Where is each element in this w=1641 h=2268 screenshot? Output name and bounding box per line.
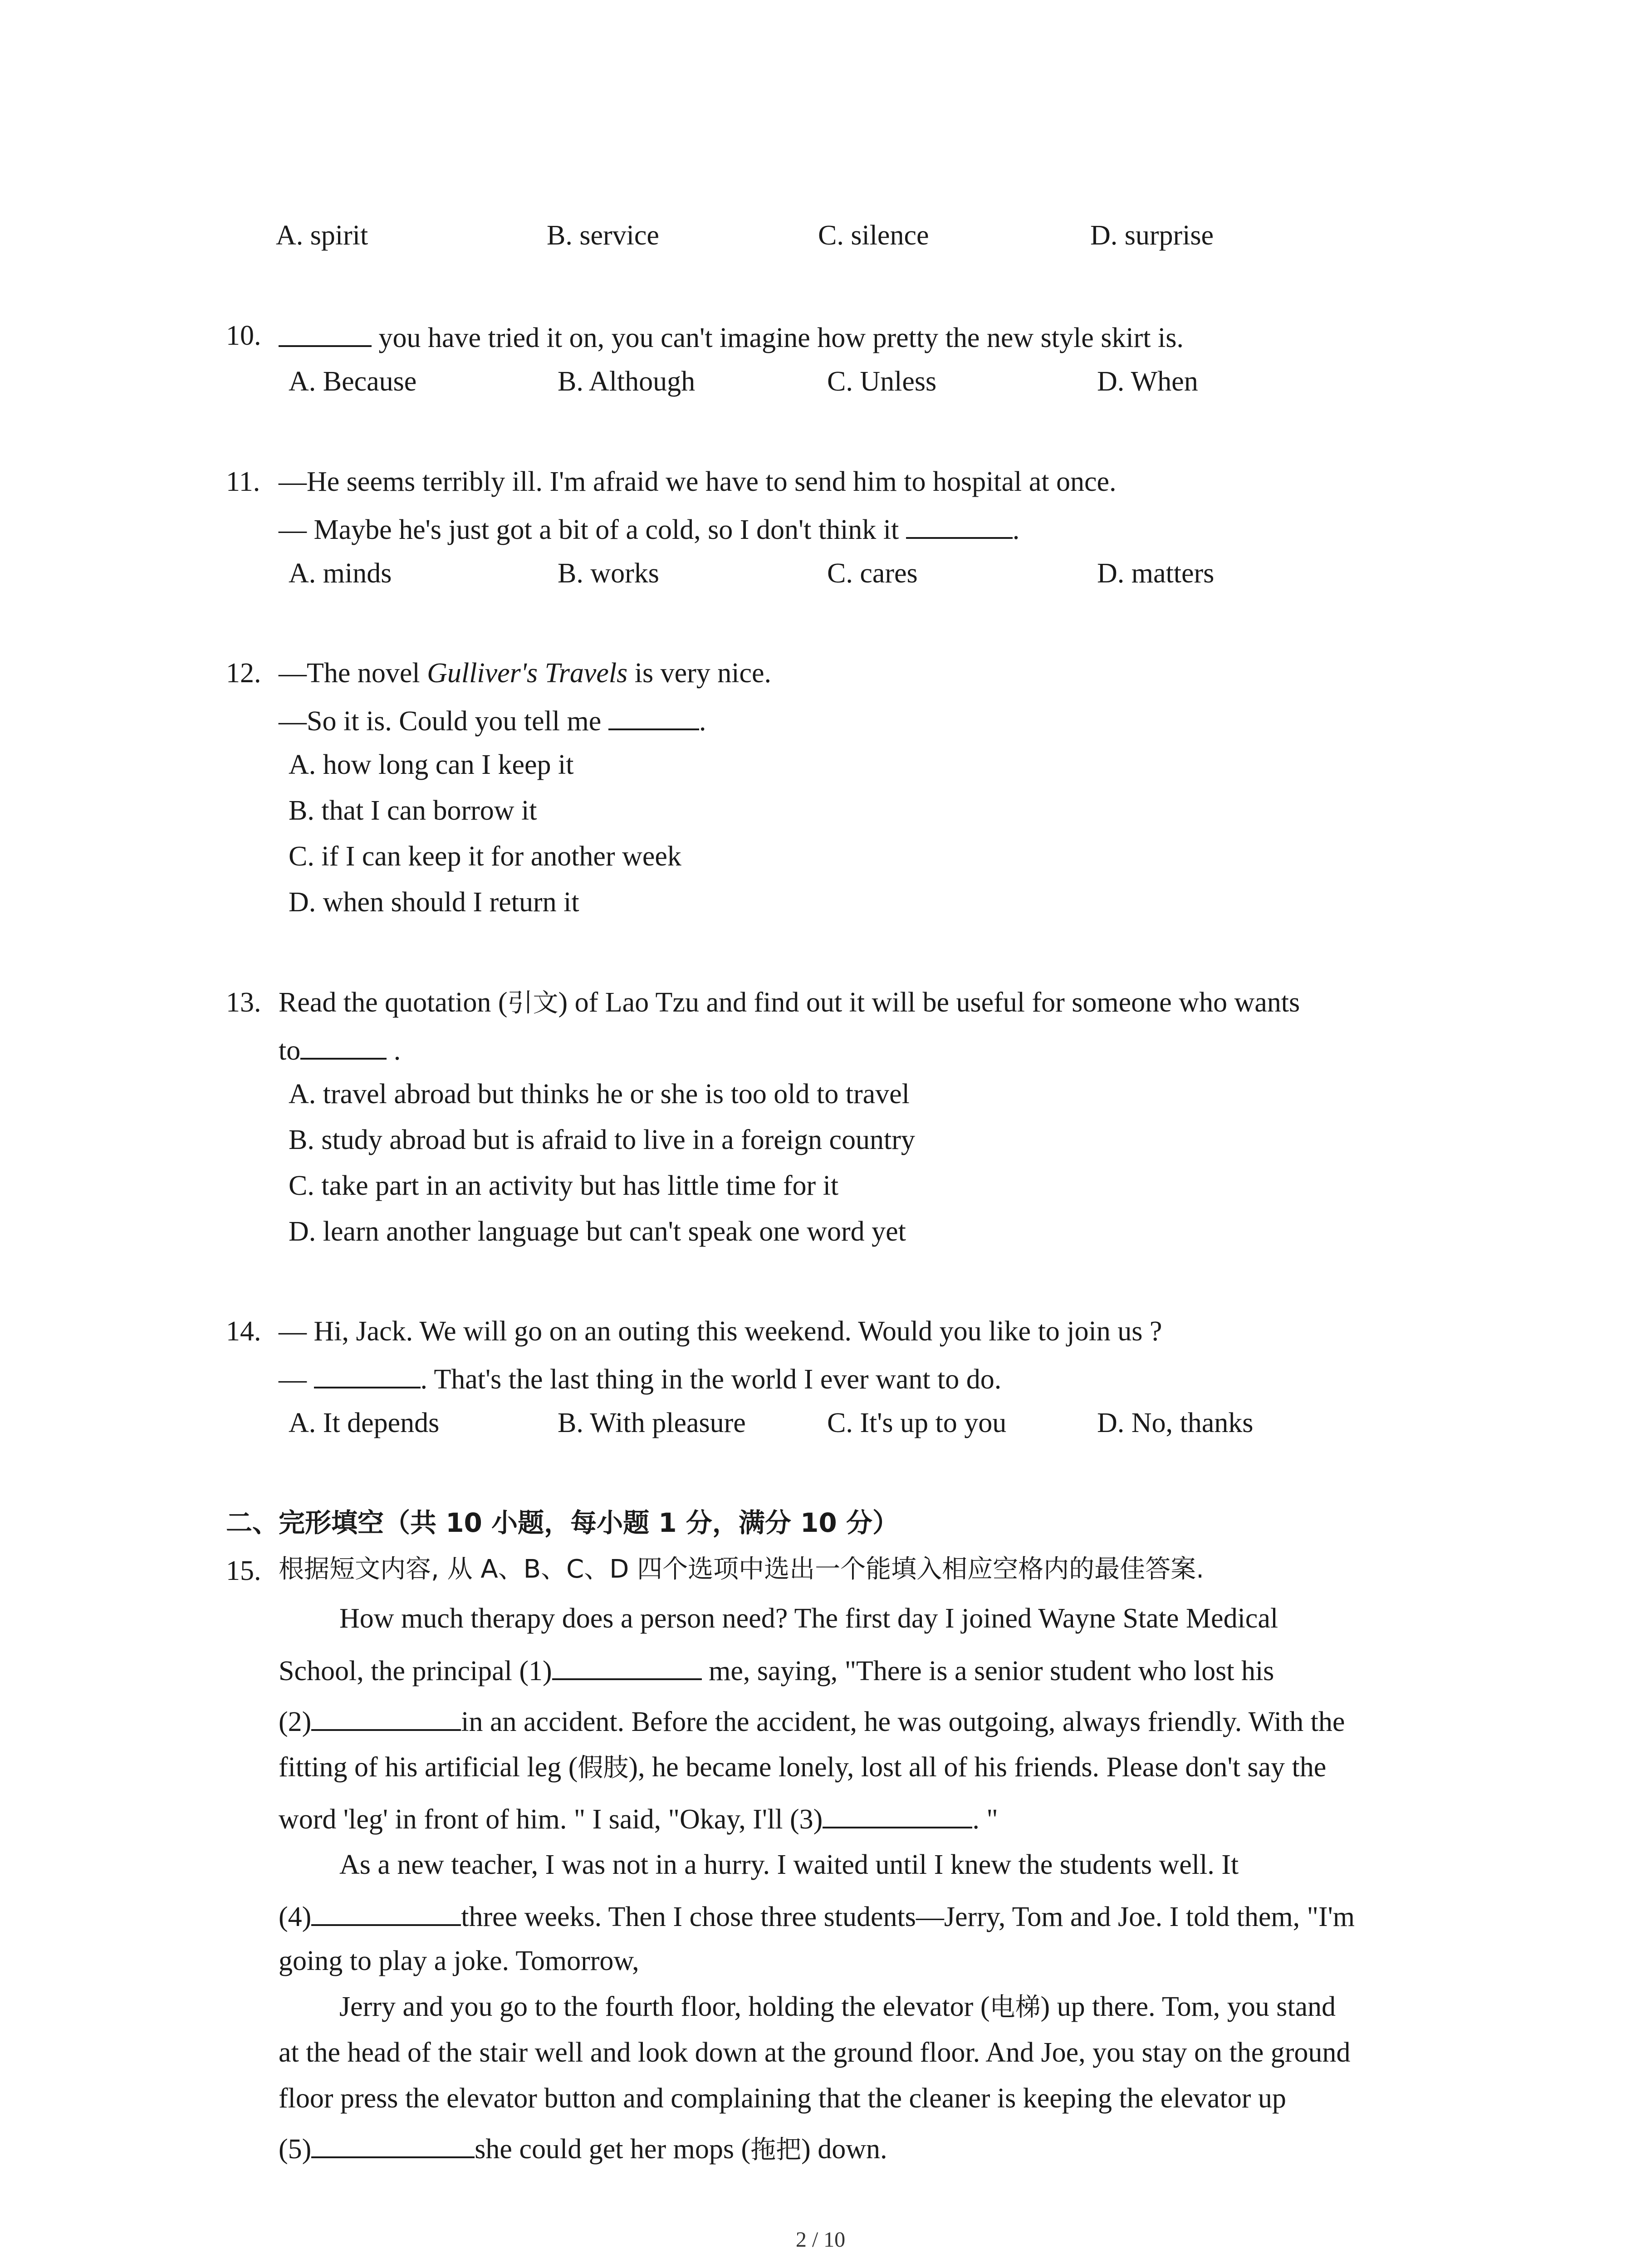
page-number: 2 / 10	[795, 2228, 846, 2252]
passage-line: (2) in an accident. Before the accident, he was outgoing, always friendly. With the	[279, 1706, 1345, 1737]
q12-option-d[interactable]: D. when should I return it	[289, 887, 579, 918]
q13-option-a[interactable]: A. travel abroad but thinks he or she is too old to travel	[289, 1079, 910, 1110]
q13-option-c[interactable]: C. take part in an activity but has little time for it	[289, 1170, 839, 1201]
q15-instruction: 根据短文内容, 从 A、B、C、D 四个选项中选出一个能填入相应空格内的最佳答案.	[279, 1554, 1204, 1584]
passage-line: (5) she could get her mops (拖把) down.	[279, 2134, 887, 2165]
q9-option-a[interactable]: A. spirit	[276, 220, 368, 251]
q9-option-d[interactable]: D. surprise	[1090, 220, 1214, 251]
q13-option-b[interactable]: B. study abroad but is afraid to live in a foreign country	[289, 1124, 915, 1155]
q9-option-c[interactable]: C. silence	[818, 220, 929, 251]
q13-number: 13.	[226, 987, 261, 1018]
q14-option-a[interactable]: A. It depends	[289, 1408, 440, 1438]
passage-line: (4) three weeks. Then I chose three students—Jerry, Tom and Joe. I told them, "I'm	[279, 1901, 1355, 1932]
q14-option-b[interactable]: B. With pleasure	[558, 1408, 746, 1438]
q12-option-b[interactable]: B. that I can borrow it	[289, 795, 537, 826]
passage-line: at the head of the stair well and look down at the ground floor. And Joe, you stay on the ground	[279, 2037, 1351, 2068]
q10-option-b[interactable]: B. Although	[558, 366, 696, 397]
q13-line1: Read the quotation (引文) of Lao Tzu and find out it will be useful for someone who wants	[279, 987, 1300, 1018]
q14-option-c[interactable]: C. It's up to you	[827, 1408, 1007, 1438]
q12-number: 12.	[226, 658, 261, 689]
q11-option-c[interactable]: C. cares	[827, 558, 918, 589]
q11-option-d[interactable]: D. matters	[1097, 558, 1215, 589]
q14-option-d[interactable]: D. No, thanks	[1097, 1408, 1254, 1438]
passage-line: How much therapy does a person need? The first day I joined Wayne State Medical	[339, 1603, 1279, 1634]
passage-line: Jerry and you go to the fourth floor, holding the elevator (电梯) up there. Tom, you stand	[339, 1991, 1336, 2022]
q11-option-b[interactable]: B. works	[558, 558, 659, 589]
cloze-blank-3[interactable]	[823, 1803, 972, 1828]
q12-option-c[interactable]: C. if I can keep it for another week	[289, 841, 681, 872]
q14-line2: — . That's the last thing in the world I ever want to do.	[279, 1364, 1002, 1395]
cloze-blank-1[interactable]	[552, 1655, 702, 1680]
q10-blank[interactable]	[279, 322, 372, 347]
q10-stem: you have tried it on, you can't imagine how pretty the new style skirt is.	[279, 322, 1184, 352]
q14-number: 14.	[226, 1316, 261, 1347]
q15-number: 15.	[226, 1555, 261, 1586]
q11-line1: —He seems terribly ill. I'm afraid we have to send him to hospital at once.	[279, 466, 1117, 497]
passage-line: fitting of his artificial leg (假肢), he became lonely, lost all of his friends. Please don't say the	[279, 1752, 1327, 1783]
cloze-blank-4[interactable]	[311, 1901, 461, 1926]
passage-line: word 'leg' in front of him. " I said, "Okay, I'll (3) . "	[279, 1804, 998, 1835]
cloze-blank-5[interactable]	[311, 2133, 475, 2158]
q10-option-c[interactable]: C. Unless	[827, 366, 937, 397]
passage-line: going to play a joke. Tomorrow,	[279, 1945, 639, 1976]
q11-line2: — Maybe he's just got a bit of a cold, so I don't think it .	[279, 514, 1020, 545]
q10-number: 10.	[226, 320, 261, 351]
q13-blank[interactable]	[300, 1034, 387, 1060]
q12-line1: —The novel Gulliver's Travels is very nice.	[279, 658, 772, 689]
book-title: Gulliver's Travels	[427, 658, 628, 689]
cloze-blank-2[interactable]	[311, 1706, 461, 1731]
q14-blank[interactable]	[314, 1363, 421, 1388]
q9-option-b[interactable]: B. service	[547, 220, 659, 251]
q13-line2: to .	[279, 1035, 401, 1066]
passage-line: School, the principal (1) me, saying, "There is a senior student who lost his	[279, 1656, 1274, 1686]
q11-option-a[interactable]: A. minds	[289, 558, 392, 589]
section-heading-cloze: 二、完形填空（共 10 小题，每小题 1 分，满分 10 分）	[226, 1507, 899, 1538]
passage-line: floor press the elevator button and complaining that the cleaner is keeping the elevator up	[279, 2083, 1286, 2114]
q12-blank[interactable]	[608, 705, 699, 730]
q10-option-d[interactable]: D. When	[1097, 366, 1198, 397]
q10-option-a[interactable]: A. Because	[289, 366, 417, 397]
q11-blank[interactable]	[906, 513, 1013, 539]
passage-line: As a new teacher, I was not in a hurry. I waited until I knew the students well. It	[339, 1849, 1239, 1880]
q12-option-a[interactable]: A. how long can I keep it	[289, 749, 574, 780]
q11-number: 11.	[226, 466, 260, 497]
q14-line1: — Hi, Jack. We will go on an outing this weekend. Would you like to join us ?	[279, 1316, 1162, 1347]
q13-option-d[interactable]: D. learn another language but can't speak one word yet	[289, 1216, 906, 1247]
q12-line2: —So it is. Could you tell me .	[279, 706, 706, 737]
